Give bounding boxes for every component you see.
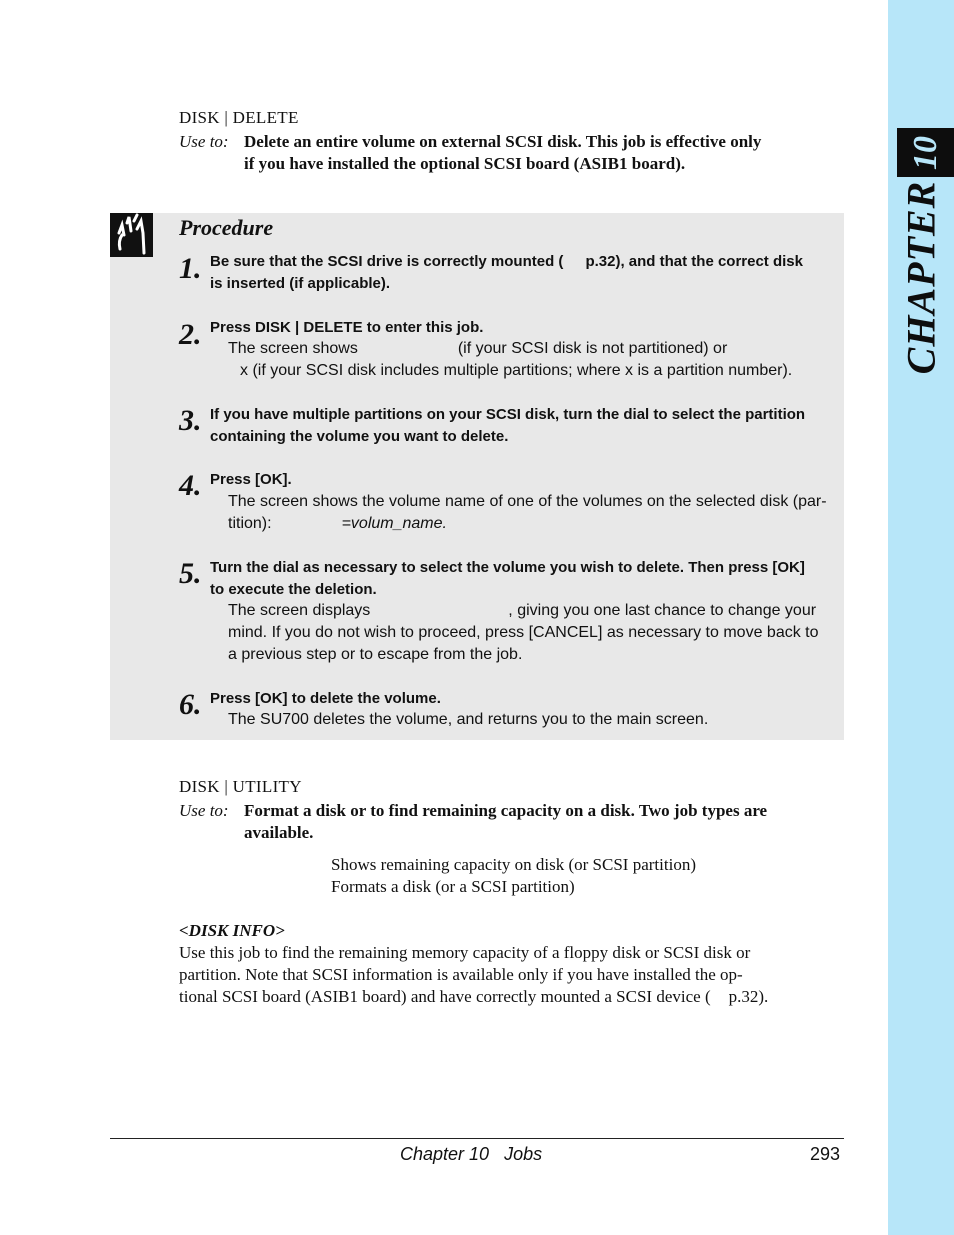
step-2-description: The screen shows (if your SCSI disk is not partitioned) or x (if your SCSI disk includes multiple partitions; where x is a partition number). [228,340,793,379]
disk-info-paragraph: Use this job to find the remaining memory capacity of a floppy disk or SCSI disk or partition. Note that SCSI information is available only if you have installed the op- tional SCSI board (ASIB1 board) and have correctly mounted a SCSI device ( p.32). [179,943,769,1006]
procedure-title: Procedure [179,215,274,240]
step-3-number: 3. [179,404,202,437]
disk-delete-use-to-text: Delete an entire volume on external SCSI disk. This job is effective only if you have installed the optional SCSI board (ASIB1 board). [244,132,762,173]
step-1-instruction: Be sure that the SCSI drive is correctly mounted ( p.32), and that the correct disk is inserted (if applicable). [210,253,803,292]
step-4-instruction: Press [OK]. [210,471,292,488]
step-3-instruction: If you have multiple partitions on your SCSI disk, turn the dial to select the partition containing the volume you want to delete. [210,406,806,445]
chapter-label: CHAPTER [898,180,944,374]
step-4-number: 4. [179,469,202,502]
chapter-number: 10 [906,135,944,170]
step-6-instruction: Press [OK] to delete the volume. [210,690,441,707]
disk-info-heading: <DISK INFO> [179,921,285,940]
use-to-label-utility: Use to: [179,801,229,820]
footer-chapter-title: Chapter 10 Jobs [400,1144,543,1164]
disk-delete-heading: DISK | DELETE [179,108,299,127]
step-1-number: 1. [179,252,202,285]
step-5-description: The screen displays , giving you one last chance to change your mind. If you do not wish to proceed, press [CANCEL] as necessary to move back to a previous step or to escape from the job. [228,602,819,663]
step-2-instruction: Press DISK | DELETE to enter this job. [210,319,484,336]
page-number: 293 [810,1144,841,1164]
footer-rule [110,1138,844,1139]
step-6-description: The SU700 deletes the volume, and returns you to the main screen. [228,711,709,728]
use-to-label: Use to: [179,132,229,151]
disk-utility-heading: DISK | UTILITY [179,777,302,796]
procedure-hand-icon [110,213,153,257]
step-6-number: 6. [179,688,202,721]
disk-info-description: Shows remaining capacity on disk (or SCSI partition) [331,855,696,874]
disk-format-description: Formats a disk (or a SCSI partition) [331,877,575,896]
step-5-instruction: Turn the dial as necessary to select the volume you wish to delete. Then press [OK] to execute the deletion. [210,559,805,598]
step-5-number: 5. [179,557,202,590]
utility-job-list [331,854,696,898]
disk-utility-use-to-text: Format a disk or to find remaining capacity on a disk. Two job types are available. [244,801,768,842]
step-4-description: The screen shows the volume name of one of the volumes on the selected disk (par- tition): =volum_name. [228,493,827,532]
step-2-number: 2. [179,318,202,351]
